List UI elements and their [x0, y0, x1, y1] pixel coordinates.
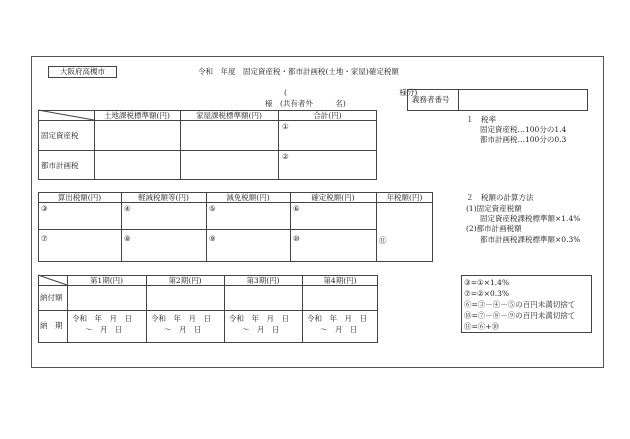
due-date-2-end: ～ 月 日: [164, 325, 202, 334]
tax-rate-fixed-asset: 固定資産税…100分の1.4: [480, 125, 567, 134]
tax-rate-heading: １ 税率: [466, 115, 496, 124]
due-date-4-end: ～ 月 日: [320, 325, 358, 334]
payment-amount-label: 納付額: [40, 293, 63, 302]
obligor-number-label: 義務者番号: [412, 95, 450, 104]
fixed-tax-header: 確定税額(円): [311, 193, 355, 202]
recipient-line-1: ( 様分): [284, 88, 418, 97]
marker-6: ⑥: [293, 204, 300, 213]
due-date-1-end: ～ 月 日: [85, 325, 123, 334]
tax-rate-city-planning: 都市計画税…100分の0.3: [480, 135, 567, 144]
due-date-2-start: 令和 年 月 日: [151, 314, 211, 323]
marker-4: ④: [124, 204, 131, 213]
marker-8: ⑧: [124, 234, 131, 243]
marker-5: ⑤: [209, 204, 216, 213]
due-date-1-start: 令和 年 月 日: [72, 314, 132, 323]
building-base-header: 家屋課税標準額(円): [196, 111, 262, 120]
formula-line-4: ⑩=⑦－⑧－⑨の百円未満切捨て: [464, 311, 576, 320]
land-base-header: 土地課税標準額(円): [104, 111, 170, 120]
exemption-header: 減免税額(円): [226, 193, 270, 202]
marker-3: ③: [41, 204, 48, 213]
marker-11: ⑪: [379, 236, 387, 245]
payment-header-diagonal: [38, 275, 67, 285]
marker-9: ⑨: [209, 234, 216, 243]
period-1-header: 第1期(円): [89, 276, 124, 285]
marker-1: ①: [282, 122, 289, 131]
calc-method-line-4: 都市計画税課税標準額×0.3%: [480, 235, 581, 244]
formula-line-1: ③=①×1.4%: [464, 278, 510, 287]
city-label: 大阪府高槻市: [60, 67, 105, 76]
period-3-header: 第3期(円): [246, 276, 280, 285]
formula-line-3: ⑥=③－④－⑤の百円未満切捨て: [464, 300, 576, 309]
formula-line-2: ⑦=②×0.3%: [464, 289, 510, 298]
due-date-label: 納 期: [40, 321, 63, 330]
period-4-header: 第4期(円): [323, 276, 357, 285]
calc-method-heading: ２ 税額の計算方法: [466, 193, 534, 202]
row-label-city-planning: 都市計画税: [41, 161, 79, 170]
formula-line-5: ⑪=⑥+⑩: [464, 322, 500, 331]
recipient-line-2: 様 (共有者外 名): [265, 99, 346, 108]
due-date-3-start: 令和 年 月 日: [229, 314, 289, 323]
annual-tax-header: 年税額(円): [386, 193, 423, 202]
calc-method-line-1: (1)固定資産税額: [466, 204, 522, 213]
marker-2: ②: [282, 152, 289, 161]
due-date-3-end: ～ 月 日: [242, 325, 280, 334]
total-header: 合計(円): [313, 111, 342, 120]
due-date-4-start: 令和 年 月 日: [307, 314, 367, 323]
calc-tax-header: 算出税額(円): [57, 193, 102, 202]
header-diagonal: [38, 110, 94, 120]
calc-method-line-3: (2)都市計画税額: [466, 224, 522, 233]
marker-10: ⑩: [293, 234, 300, 243]
marker-7: ⑦: [41, 234, 48, 243]
row-label-fixed-asset: 固定資産税: [41, 131, 79, 140]
period-2-header: 第2期(円): [168, 276, 202, 285]
reduction-header: 軽減税額等(円): [138, 193, 189, 202]
document-title: 令和 年度 固定資産税・都市計画税(土地・家屋)確定税額: [198, 67, 399, 76]
calc-method-line-2: 固定資産税課税標準額×1.4%: [480, 214, 581, 223]
